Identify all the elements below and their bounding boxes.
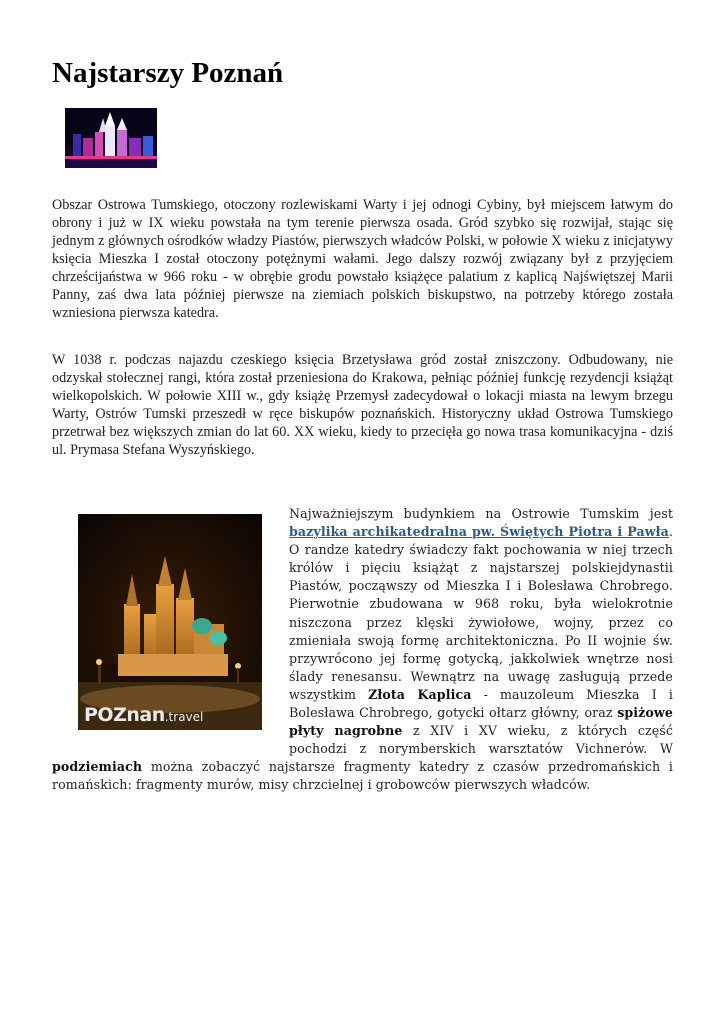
- poznan-travel-logo: [84, 703, 204, 726]
- cathedral-night-thumbnail: [65, 108, 157, 168]
- page-title: Najstarszy Poznań: [52, 57, 284, 89]
- logo-suffix-text: .travel: [164, 709, 204, 724]
- cathedral-link[interactable]: bazylika archikatedralna pw. Świętych Piotra i Pawła: [289, 524, 669, 540]
- cathedral-photo-float: [52, 505, 289, 748]
- crypt-label: podziemiach: [52, 759, 143, 775]
- logo-main-text: POZnan: [84, 703, 165, 726]
- cathedral-night-illustration: [65, 108, 157, 168]
- paragraph-history: Obszar Ostrowa Tumskiego, otoczony rozlewiskami Warty i jej odnogi Cybiny, był miejscem łatwym do obrony i już w IX wieku powstała na tym terenie pierwsza osada. Gród szybko się rozwijał, stając się jednym z głównych ośrodków władzy Piastów, pierwszych władców Polski, w połowie X wieku z inicjatywy księcia Mieszka I został otoczony potężnymi wałami. Jego dalszy rozwój związany był z przyjęciem chrześcijaństwa w 966 roku - w obrębie grodu powstało książęce palatium z kaplicą Najświętszej Marii Panny, zaś dwa lata później pierwsze na ziemiach polskich biskupstwo, na potrzeby którego została wzniesiona pierwsza katedra.: [52, 197, 673, 321]
- paragraph-destruction: W 1038 r. podczas najazdu czeskiego księcia Brzetysława gród został zniszczony. Odbudowany, nie odzyskał stołecznej rangi, która został przeniesiona do Krakowa, pełniąc później funkcję rezydencji książąt wielkopolskich. W połowie XIII w., gdy książę Przemysł zadecydował o lokacji miasta na lewym brzegu Warty, Ostrów Tumski przeszedł w ręce biskupów poznańskich. Historyczny układ Ostrowa Tumskiego przetrwał bez większych zmian do lat 60. XX wieku, kiedy to przecięła go nowa trasa komunikacyjna - dziś ul. Prymasa Stefana Wyszyńskiego.: [52, 352, 673, 458]
- bronze-plates-label: spiżowe płyty nagrobne: [289, 705, 673, 739]
- paragraph-cathedral: Najważniejszym budynkiem na Ostrowie Tumskim jest bazylika archikatedralna pw. Świętych Piotra i Pawła. O randze katedry świadczy fakt pochowania w niej trzech królów i pięciu książąt z najstarszej polskiejdynastii Piastów, począwszy od Mieszka I i Bolesława Chrobrego. Pierwotnie zbudowana w 968 roku, była wielokrotnie niszczona przez klęski żywiołowe, wojny, przez co zmieniała swoją formę architektoniczna. Po II wojnie św. przywrócono jej formę gotycką, jakkolwiek wnętrze nosi ślady renesansu. Wewnątrz na uwagę zasługują przede wszystkim Złota Kaplica - mauzoleum Mieszka I i Bolesława Chrobrego, gotycki ołtarz główny, oraz spiżowe płyty nagrobne z XIV i XV wieku, z których część pochodzi z norymberskich warsztatów Vichnerów. W podziemiach można zobaczyć najstarsze fragmenty katedry z czasów przedromańskich i romańskich: fragmenty murów, misy chrzcielnej i grobowców pierwszych władców.: [52, 506, 673, 793]
- golden-chapel-label: Złota Kaplica: [368, 686, 472, 702]
- cathedral-section: [52, 505, 673, 795]
- cathedral-photo: [78, 514, 262, 730]
- cathedral-illustration: [78, 514, 262, 730]
